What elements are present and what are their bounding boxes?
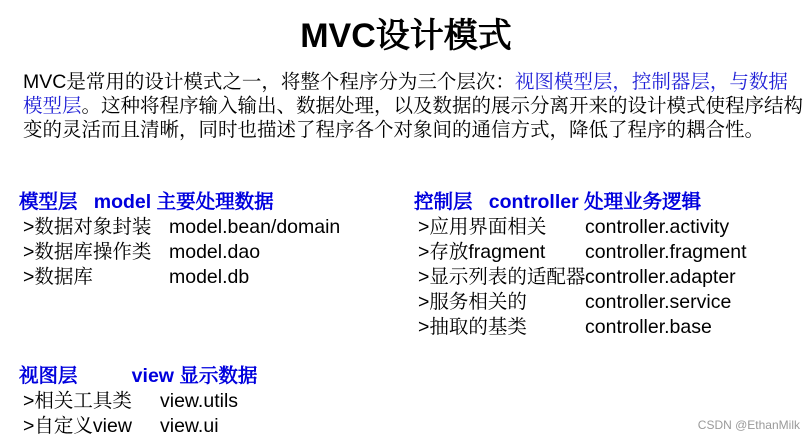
model-layer-section xyxy=(19,190,340,290)
model-row-package: model.dao xyxy=(169,241,261,263)
model-row-label: >数据对象封装 xyxy=(23,216,152,238)
csdn-watermark: CSDN @EthanMilk xyxy=(697,418,800,432)
controller-row-label: >抽取的基类 xyxy=(418,316,527,338)
model-row xyxy=(19,215,340,240)
model-row-package: model.db xyxy=(169,266,250,288)
controller-row xyxy=(414,290,747,315)
model-row-label: >数据库 xyxy=(23,266,93,288)
view-row-label: >相关工具类 xyxy=(23,390,132,412)
controller-row xyxy=(414,240,747,265)
view-layer-section xyxy=(19,364,257,439)
intro-text-end: 。这种将程序输入输出、数据处理，以及数据的展示分离开来的设计模式使程序结构变的灵活而且清晰，同时也描述了程序各个对象间的通信方式，降低了程序的耦合性。 xyxy=(23,95,804,141)
view-row-label: >自定义view xyxy=(23,415,132,437)
model-layer-heading: 模型层 model 主要处理数据 xyxy=(19,191,274,213)
controller-row-label: >应用界面相关 xyxy=(418,216,547,238)
page-title: MVC设计模式 xyxy=(300,17,512,55)
controller-row xyxy=(414,215,747,240)
controller-row-package: controller.activity xyxy=(585,216,730,238)
controller-row-package: controller.service xyxy=(585,291,732,313)
model-row xyxy=(19,240,340,265)
controller-row-label: >显示列表的适配器 xyxy=(418,266,586,288)
model-row-label: >数据库操作类 xyxy=(23,241,152,263)
controller-layer-heading: 控制层 controller 处理业务逻辑 xyxy=(414,191,702,213)
controller-layer-section xyxy=(414,190,747,340)
model-row-package: model.bean/domain xyxy=(169,216,341,238)
intro-text-start: MVC是常用的设计模式之一，将整个程序分为三个层次： xyxy=(23,71,515,93)
controller-row-label: >存放fragment xyxy=(418,241,546,263)
controller-row-package: controller.adapter xyxy=(585,266,736,288)
controller-row xyxy=(414,265,747,290)
controller-row xyxy=(414,315,747,340)
model-row xyxy=(19,265,340,290)
controller-row-label: >服务相关的 xyxy=(418,291,527,313)
view-row-package: view.utils xyxy=(160,390,239,412)
intro-highlight: 视图模型层，控制器层，与数据模型层 xyxy=(23,71,788,117)
controller-row-package: controller.base xyxy=(585,316,712,338)
view-row xyxy=(19,389,257,414)
view-row-package: view.ui xyxy=(160,415,219,437)
intro-paragraph xyxy=(23,70,805,142)
view-layer-heading: 视图层 view 显示数据 xyxy=(19,365,258,387)
view-row xyxy=(19,414,257,439)
controller-row-package: controller.fragment xyxy=(585,241,747,263)
